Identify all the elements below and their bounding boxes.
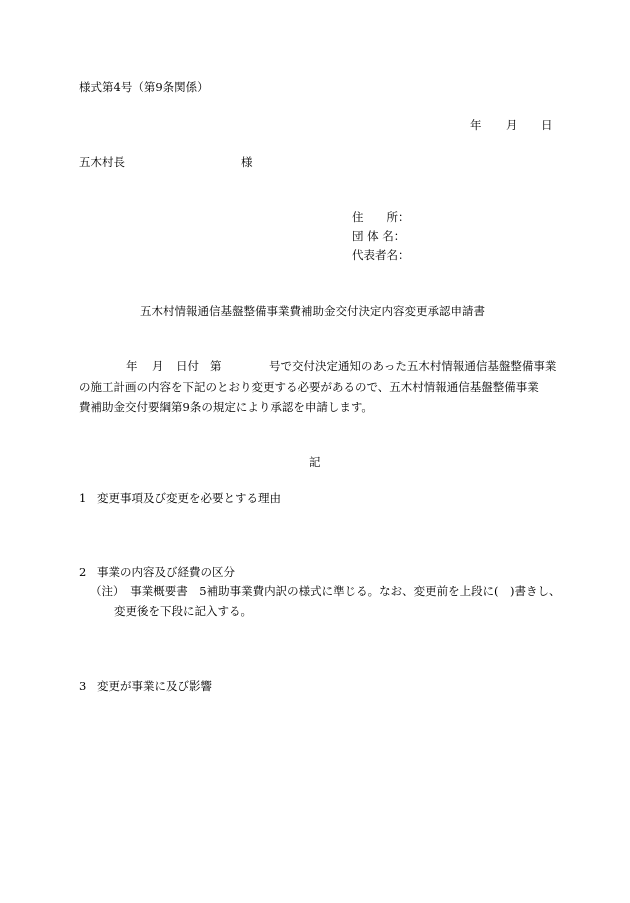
body-year: 年 — [126, 359, 138, 373]
body-line1-rest: 号で交付決定通知のあった五木村情報通信基盤整備事業 — [269, 359, 557, 373]
item-text: 事業の内容及び経費の区分 — [97, 565, 235, 579]
org-label: 団 体 名： — [352, 229, 406, 243]
item-number: 3 — [79, 679, 87, 693]
addressee-honorific: 様 — [241, 155, 253, 169]
body-month: 月 — [152, 359, 164, 373]
document-title: 五木村情報通信基盤整備事業費補助金交付決定内容変更承認申請書 — [140, 304, 485, 318]
item-number: 2 — [79, 565, 87, 579]
addressee-name: 五木村長 — [79, 155, 125, 169]
date-day: 日 — [541, 118, 553, 132]
rep-label: 代表者名： — [352, 248, 410, 262]
body-day: 日付 — [176, 359, 199, 373]
body-line3: 費補助金交付要綱第9条の規定により承認を申請します。 — [79, 400, 373, 414]
body-line2: の施工計画の内容を下記のとおり変更する必要があるので、五木村情報通信基盤整備事業 — [79, 380, 539, 394]
form-number: 様式第4号（第9条関係） — [79, 80, 209, 94]
address-label: 住 所： — [352, 210, 410, 224]
date-month: 月 — [506, 118, 518, 132]
item-text: 変更が事業に及び影響 — [97, 679, 212, 693]
ki-heading: 記 — [309, 455, 321, 469]
body-no: 第 — [210, 359, 222, 373]
note-line2: 変更後を下段に記入する。 — [114, 604, 252, 618]
note-line1: （注） 事業概要書 5補助事業費内訳の様式に準じる。なお、変更前を上段に( )書きし、 — [90, 584, 561, 598]
item-text: 変更事項及び変更を必要とする理由 — [97, 491, 281, 505]
date-year: 年 — [470, 118, 482, 132]
item-number: 1 — [79, 491, 87, 505]
